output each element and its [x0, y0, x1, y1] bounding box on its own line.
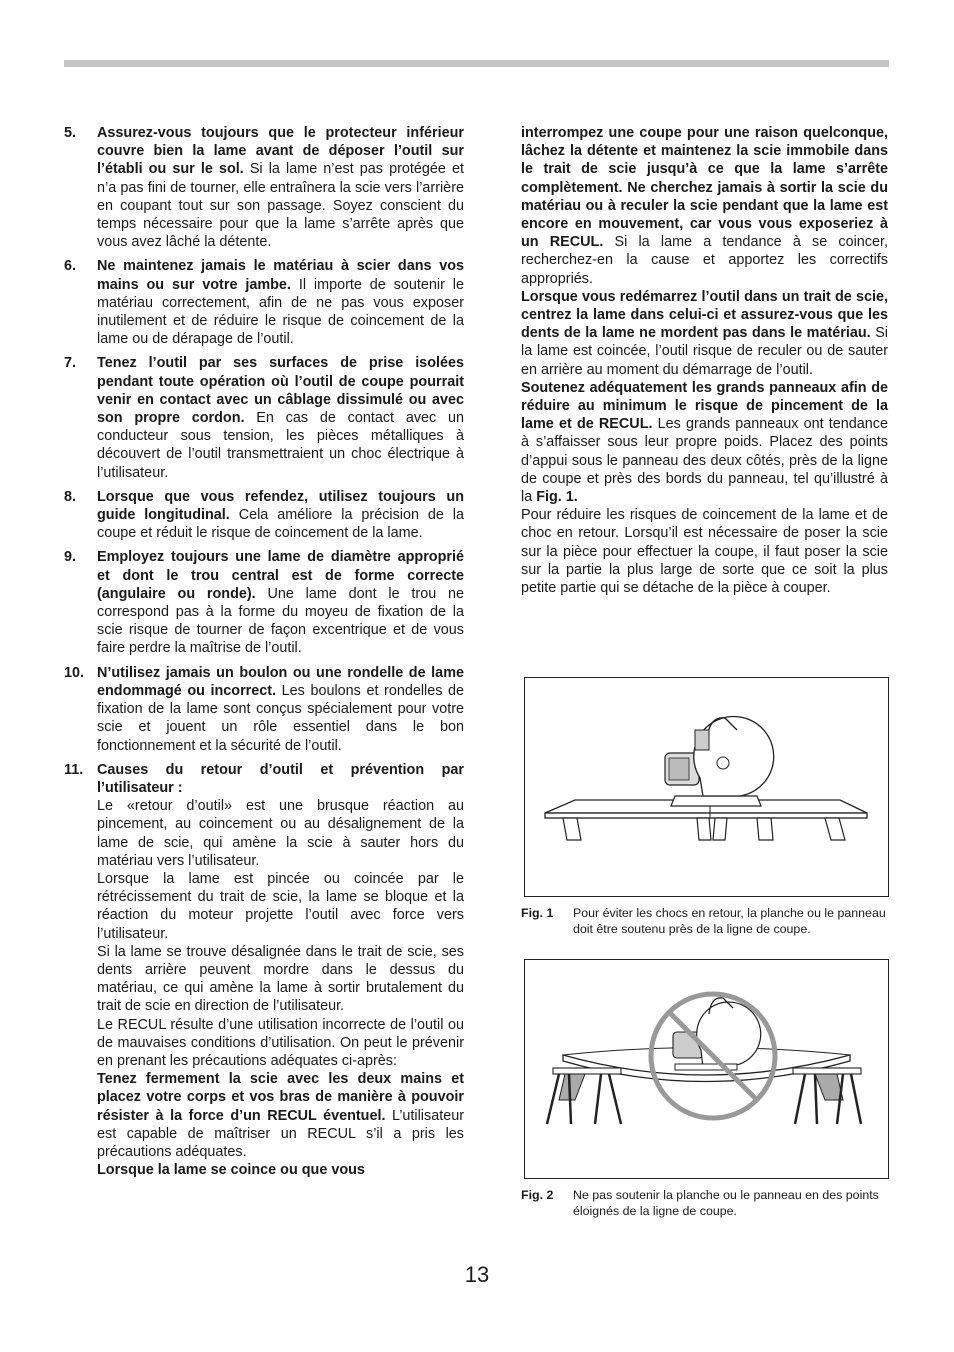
item-bold-text: Causes du retour d’outil et prévention par l’utilisateur :: [97, 761, 464, 796]
figure-1-caption: [521, 905, 888, 937]
item-bold-text: Lorsque que vous refendez, utilisez toujours un guide longitudinal.: [97, 488, 464, 524]
paragraph: [521, 124, 888, 288]
paragraph-bold: interrompez une coupe pour une raison quelconque, lâchez la détente et maintenez la scie immobile dans le trait de scie jusqu’à ce que la lame s’arrête complètement. Ne cherchez jamais à sortir la scie du matériau ou à reculer la scie pendant que la lame est encore en mouvement, car vous vous exposeriez à un RECUL.: [521, 125, 888, 251]
paragraph-text: Si la lame est coincée, l’outil risque de reculer ou de sauter en arrière au moment du démarrage de l’outil.: [521, 325, 889, 378]
paragraph: Si la lame se trouve désalignée dans le trait de scie, ses dents arrière peuvent mordre dans le dessus du matériau, ce qui amène la lame à sortir brutalement du trait de scie en direction de l’utilisateur.: [97, 943, 464, 1015]
item-number: 7.: [64, 355, 77, 372]
saw-on-supported-board-illustration: [525, 678, 888, 896]
paragraph: [521, 379, 888, 506]
left-column: [64, 124, 464, 1185]
paragraph: Pour réduire les risques de coincement de la lame et de choc en retour. Lorsqu’il est nécessaire de poser la scie sur la pièce pour effectuer la coupe, il faut poser la scie sur la partie la plus large de sorte que ce soit la plus petite partie qui se détache de la pièce à couper.: [521, 507, 888, 597]
list-item-8: [64, 488, 464, 543]
paragraph: Le RECUL résulte d’une utilisation incorrecte de l’outil ou de mauvaises conditions d’utilisation. On peut le prévenir en prenant les précautions adéquates ci-après:: [97, 1016, 464, 1069]
paragraph-text: L’utilisateur est capable de maîtriser un RECUL s’il a pris les précautions adéquates.: [97, 1107, 464, 1160]
figure-2-caption: [521, 1187, 888, 1219]
list-item-9: [64, 548, 464, 657]
paragraph: Lorsque la lame est pincée ou coincée par le rétrécissement du trait de scie, la lame se bloque et la réaction du moteur projette l’outil avec force vers l’utilisateur.: [97, 870, 464, 942]
saw-on-sagging-board-illustration: [525, 960, 888, 1178]
list-item-10: [64, 664, 464, 755]
caption-text: Ne pas soutenir la planche ou le panneau en des points éloignés de la ligne de coupe.: [573, 1188, 879, 1218]
figure-label: Fig. 1: [521, 906, 554, 920]
figure-1: [524, 677, 889, 897]
page-number: 13: [464, 1262, 490, 1287]
item-bold-text: Assurez-vous toujours que le protecteur inférieur couvre bien la lame avant de déposer l’outil sur l’établi ou sur le sol.: [97, 125, 464, 178]
item-text: Les boulons et rondelles de fixation de la lame sont conçus spécialement pour votre scie et jouent un rôle essentiel dans le bon fonctionnement et la sécurité de l’outil.: [97, 682, 465, 754]
paragraph-bold: Lorsque la lame se coince ou que vous: [97, 1162, 365, 1179]
item-number: 8.: [64, 488, 77, 505]
right-column: [521, 124, 888, 597]
list-item-7: [64, 354, 464, 481]
paragraph: [521, 288, 888, 379]
item-text: Il importe de soutenir le matériau correctement, afin de ne pas vous exposer inutilement et de réduire le risque de coincement de la lame ou de dérapage de l’outil.: [97, 276, 465, 348]
item-number: 6.: [64, 258, 77, 275]
item-number: 11.: [64, 761, 84, 778]
list-item-6: [64, 257, 464, 348]
figure-label: Fig. 2: [521, 1188, 554, 1202]
paragraph-bold: Soutenez adéquatement les grands panneaux afin de réduire au minimum le risque de pincement de la lame et de RECUL.: [521, 379, 888, 433]
figure-2: [524, 959, 889, 1179]
list-item-11: [64, 761, 464, 1180]
paragraph-bold: Tenez fermement la scie avec les deux mains et placez votre corps et vos bras de manière à pouvoir résister à la force d’un RECUL éventuel.: [97, 1071, 464, 1124]
item-text: Cela améliore la précision de la coupe et réduit le risque de coincement de la lame.: [97, 507, 464, 542]
item-text: Si la lame n’est pas protégée et n’a pas fini de tourner, elle entraînera la scie vers l’arrière en coupant tout sur son passage. Soyez conscient du temps nécessaire pour que la lame s’arrête après que vous avez lâché la détente.: [97, 161, 464, 251]
header-rule: [64, 60, 889, 67]
list-item-5: [64, 124, 464, 251]
item-number: 5.: [64, 125, 77, 141]
item-number: 9.: [64, 549, 77, 566]
item-bold-text: N’utilisez jamais un boulon ou une rondelle de lame endommagé ou incorrect.: [97, 664, 464, 699]
item-bold-text: Tenez l’outil par ses surfaces de prise isolées pendant toute opération où l’outil de coupe pourrait venir en contact avec un câblage dissimulé ou avec son propre cordon.: [97, 355, 464, 427]
item-text: Une lame dont le trou ne correspond pas à la forme du moyeu de fixation de la scie risque de tourner de façon excentrique et de vous faire perdre la maîtrise de l’outil.: [97, 585, 464, 657]
paragraph: [97, 1070, 464, 1161]
paragraph-bold: Lorsque vous redémarrez l’outil dans un trait de scie, centrez la lame dans celui-ci et assurez-vous que les dents de la lame ne mordent pas dans le matériau.: [521, 288, 888, 342]
figure-reference: Fig. 1.: [536, 489, 578, 506]
item-bold-text: Ne maintenez jamais le matériau à scier dans vos mains ou sur votre jambe.: [97, 258, 464, 293]
item-number: 10.: [64, 664, 85, 681]
item-text: En cas de contact avec un conducteur sous tension, les pièces métalliques à découvert de l’outil transmettraient un choc électrique à l’utilisateur.: [97, 410, 465, 481]
paragraph-text: Les grands panneaux ont tendance à s’affaisser sous leur propre poids. Placez des points d’appui sous le panneau des deux côtés, près de la ligne de coupe et près des bords du panneau, tel qu’illustré à la: [521, 416, 888, 506]
paragraph-text: Si la lame a tendance à se coincer, recherchez-en la cause et apportez les correctifs appropriés.: [521, 234, 888, 287]
caption-text: Pour éviter les chocs en retour, la planche ou le panneau doit être soutenu près de la ligne de coupe.: [573, 906, 886, 936]
item-bold-text: Employez toujours une lame de diamètre approprié et dont le trou central est de forme correcte (angulaire ou ronde).: [97, 549, 464, 602]
paragraph: Le «retour d’outil» est une brusque réaction au pincement, au coincement ou au désalignement de la lame de scie, qui amène la scie à sauter hors du matériau vers l’utilisateur.: [97, 798, 464, 869]
